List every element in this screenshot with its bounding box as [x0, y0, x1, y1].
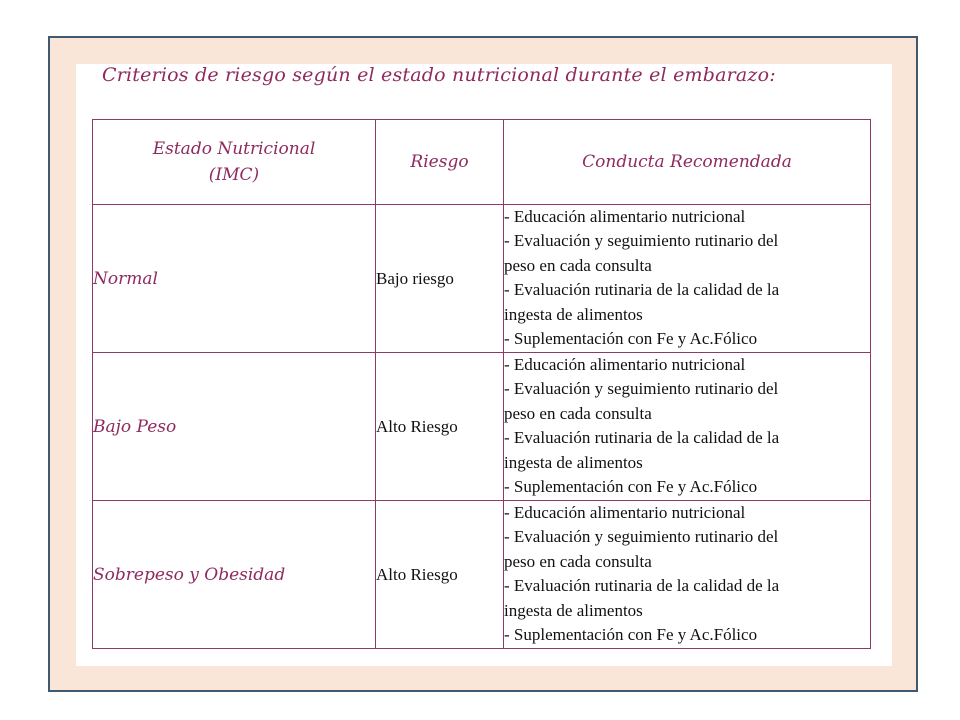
- cell-conducta: [504, 353, 871, 501]
- cell-riesgo: Bajo riesgo: [376, 205, 504, 353]
- conducta-line: ingesta de alimentos: [504, 452, 643, 472]
- header-riesgo: Riesgo: [376, 120, 504, 205]
- header-imc-line: (IMC): [208, 165, 260, 185]
- conducta-line: - Evaluación y seguimiento rutinario del: [504, 379, 779, 399]
- table-header-row: [93, 120, 871, 205]
- conducta-line: - Evaluación y seguimiento rutinario del: [504, 527, 779, 547]
- header-estado-line: Estado Nutricional: [152, 139, 316, 159]
- table-row: [93, 501, 871, 649]
- cell-conducta: [504, 501, 871, 649]
- conducta-line: ingesta de alimentos: [504, 600, 643, 620]
- conducta-line: - Evaluación rutinaria de la calidad de la: [504, 280, 780, 300]
- table-row: [93, 353, 871, 501]
- conducta-line: peso en cada consulta: [504, 403, 652, 423]
- conducta-line: - Educación alimentario nutricional: [504, 503, 746, 522]
- conducta-line: - Evaluación rutinaria de la calidad de la: [504, 428, 780, 448]
- conducta-line: - Suplementación con Fe y Ac.Fólico: [504, 477, 758, 497]
- cell-estado: Bajo Peso: [93, 353, 376, 501]
- conducta-line: - Evaluación rutinaria de la calidad de la: [504, 576, 780, 596]
- cell-riesgo: Alto Riesgo: [376, 353, 504, 501]
- conducta-line: - Evaluación y seguimiento rutinario del: [504, 231, 779, 251]
- header-estado-nutricional: [93, 120, 376, 205]
- table-row: [93, 205, 871, 353]
- conducta-line: peso en cada consulta: [504, 255, 652, 275]
- conducta-line: peso en cada consulta: [504, 551, 652, 571]
- cell-estado: Sobrepeso y Obesidad: [93, 501, 376, 649]
- page-title: Criterios de riesgo según el estado nutricional durante el embarazo:: [102, 64, 776, 86]
- cell-riesgo: Alto Riesgo: [376, 501, 504, 649]
- conducta-line: ingesta de alimentos: [504, 304, 643, 324]
- conducta-line: - Educación alimentario nutricional: [504, 207, 746, 226]
- header-conducta-recomendada: Conducta Recomendada: [504, 120, 871, 205]
- conducta-line: - Educación alimentario nutricional: [504, 355, 746, 374]
- cell-estado: Normal: [93, 205, 376, 353]
- risk-criteria-table: [92, 119, 871, 649]
- conducta-line: - Suplementación con Fe y Ac.Fólico: [504, 329, 758, 349]
- cell-conducta: [504, 205, 871, 353]
- conducta-line: - Suplementación con Fe y Ac.Fólico: [504, 625, 758, 645]
